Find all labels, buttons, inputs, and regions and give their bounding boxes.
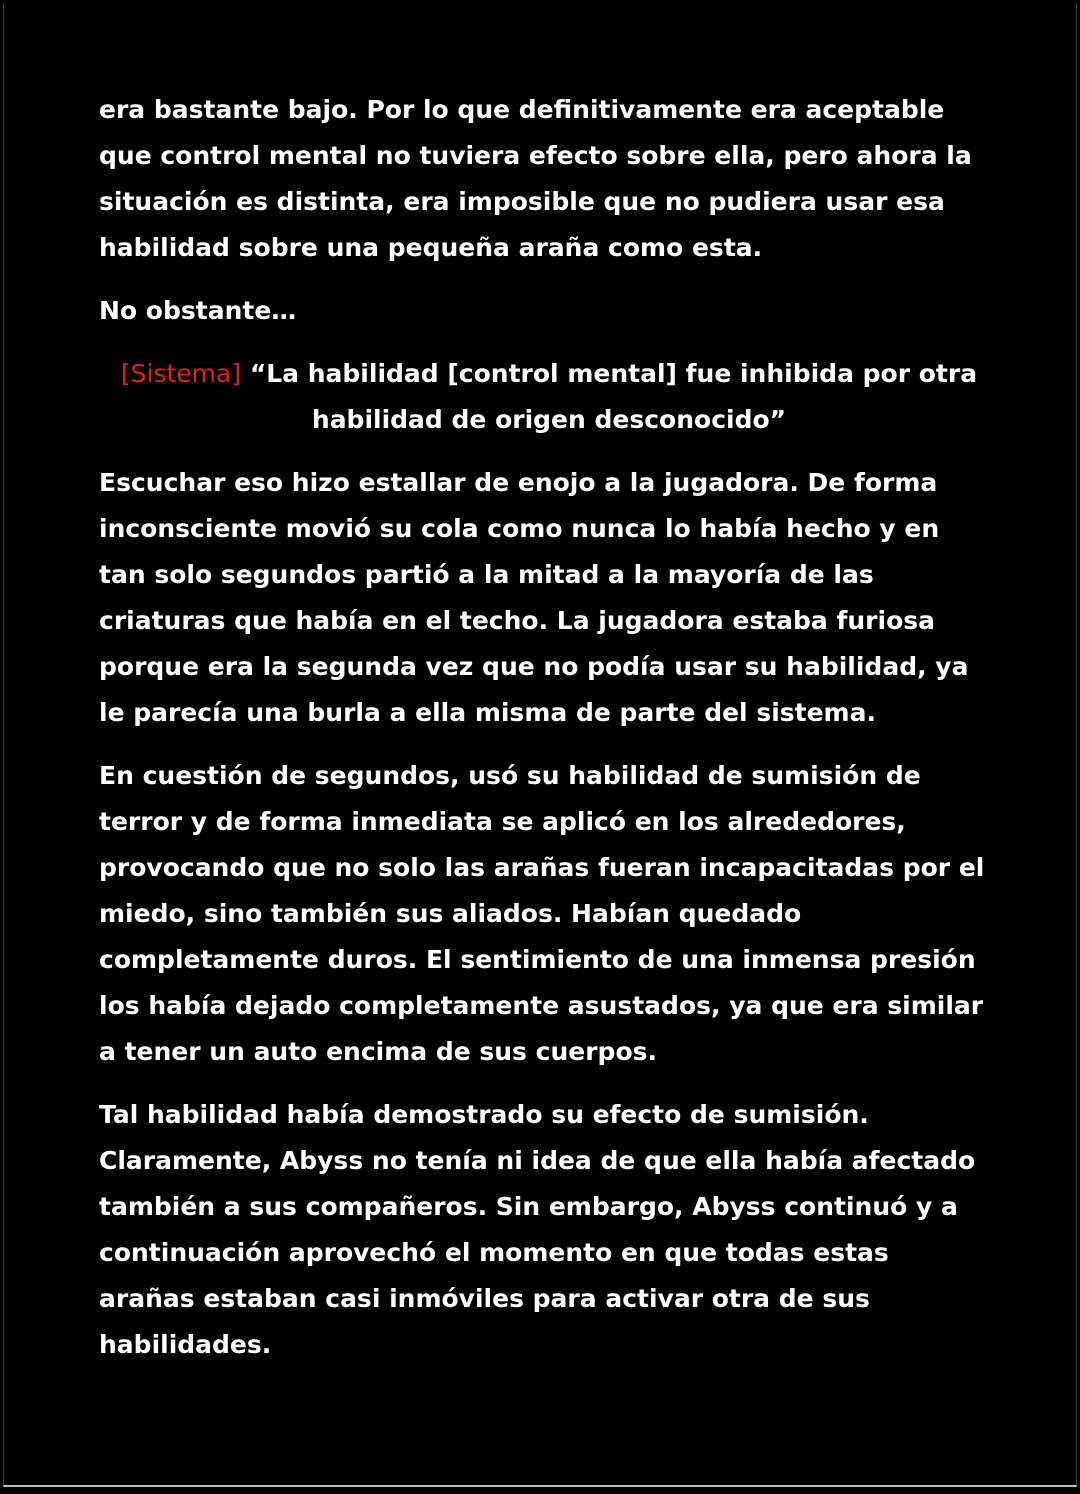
paragraph-4: En cuestión de segundos, usó su habilidad de sumisión de terror y de forma inmediata se aplicó en los alrededores, provocando que no solo las arañas fueran incapacitadas por el miedo, sino también sus aliados. Habían quedado completamente duros. El sentimiento de una inmensa presión los había dejado completamente asustados, ya que era similar a tener un auto encima de sus cuerpos. bbox=[99, 761, 985, 1066]
document-page bbox=[3, 3, 1077, 1487]
system-message bbox=[99, 351, 989, 443]
system-tag: [Sistema] bbox=[120, 359, 242, 388]
paragraph-5: Tal habilidad había demostrado su efecto de sumisión. Claramente, Abyss no tenía ni idea de que ella había afectado también a sus compañeros. Sin embargo, Abyss continuó y a continuación aprovechó el momento en que todas estas arañas estaban casi inmóviles para activar otra de sus habilidades. bbox=[99, 1100, 976, 1359]
story-text bbox=[99, 87, 989, 1385]
paragraph-2: No obstante… bbox=[99, 296, 297, 325]
paragraph-3: Escuchar eso hizo estallar de enojo a la jugadora. De forma inconsciente movió su cola como nunca lo había hecho y en tan solo segundos partió a la mitad a la mayoría de las criaturas que había en el techo. La jugadora estaba furiosa porque era la segunda vez que no podía usar su habilidad, ya le parecía una burla a ella misma de parte del sistema. bbox=[99, 468, 969, 727]
system-message-text: “La habilidad [control mental] fue inhibida por otra habilidad de origen desconocido” bbox=[249, 359, 978, 434]
paragraph-1: era bastante bajo. Por lo que definitivamente era aceptable que control mental no tuviera efecto sobre ella, pero ahora la situación es distinta, era imposible que no pudiera usar esa habilidad sobre una pequeña araña como esta. bbox=[99, 95, 972, 262]
